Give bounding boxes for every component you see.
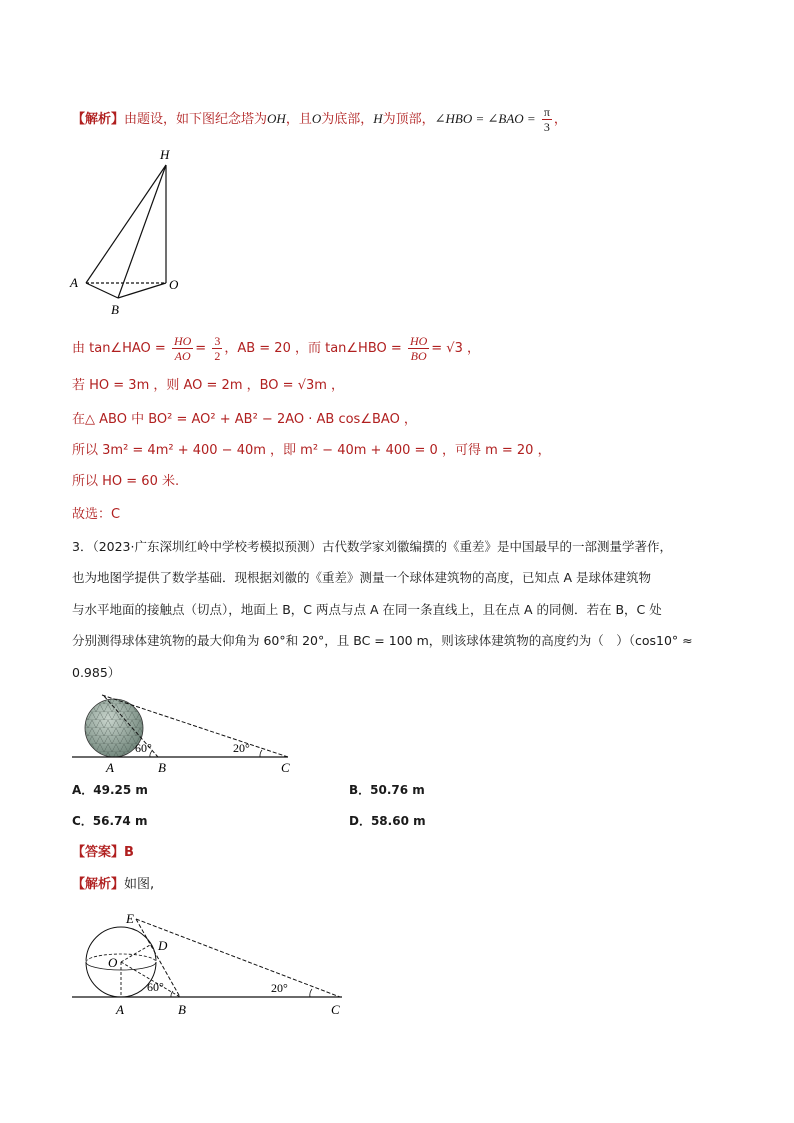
- solution-line-2: 若 HO = 3m ，则 AO = 2m ，BO = √3m ，: [72, 378, 345, 393]
- sphere-question-figure: [72, 688, 302, 778]
- point-O-label: O: [108, 955, 118, 970]
- pi-over-3: $\frac{\pi}{3}$: [543, 105, 550, 134]
- point-B-label: B: [158, 760, 166, 775]
- point-D-label: D: [158, 938, 168, 953]
- question-3-line-3: 与水平地面的接触点（切点），地面上 B，C 两点与点 A 在同一条直线上，且在点 A 的同侧．若在 B，C 处: [72, 602, 662, 617]
- point-A-label: A: [106, 760, 114, 775]
- point-E-label: E: [126, 911, 134, 926]
- question-3-line-4: 分别测得球体建筑物的最大仰角为 60°和 20°，且 BC = 100 m，则该球体建筑物的高度约为（ ）（cos10° ≈: [72, 633, 693, 648]
- option-C[interactable]: C．56.74 m: [72, 814, 148, 828]
- label-H: H: [160, 147, 170, 162]
- solution-line-1: 由 tan∠HAO = $\frac{HO}{AO}$ = $\frac{3}{2}$ ，AB = 20 ，而 tan∠HBO = $\frac{HO}{BO}$ = √3 ，: [72, 334, 480, 363]
- solution-line-3: 在△ ABO 中 BO² = AO² + AB² − 2AO · AB cos∠BAO ，: [72, 412, 417, 427]
- point-C-label: C: [331, 1002, 340, 1017]
- angle-60-label: 60°: [135, 741, 152, 755]
- solution-line-5: 所以 HO = 60 米.: [72, 474, 180, 489]
- angle-20-label: 20°: [271, 981, 288, 995]
- point-C-label: C: [281, 760, 290, 775]
- answer-line: 【答案】B: [72, 845, 134, 860]
- option-D[interactable]: D．58.60 m: [349, 814, 426, 828]
- tower-figure: [66, 143, 196, 318]
- label-O: O: [169, 277, 179, 292]
- solution-2-intro: 【解析】如图,: [72, 877, 155, 892]
- label-B: B: [111, 302, 119, 317]
- solution-line-4: 所以 3m² = 4m² + 400 − 40m ，即 m² − 40m + 400 = 0 ，可得 m = 20 ，: [72, 443, 551, 458]
- sphere-solution-figure: [72, 905, 352, 1020]
- option-A[interactable]: A．49.25 m: [72, 783, 148, 797]
- solution-intro: 【解析】由题设，如下图纪念塔为OH，且O为底部，H为顶部，∠HBO = ∠BAO = $\frac{\pi}{3}$ ，: [72, 105, 567, 134]
- question-3-line-1: 3．（2023·广东深圳红岭中学校考模拟预测）古代数学家刘徽编撰的《重差》是中国最早的一部测量学著作，: [72, 539, 672, 554]
- angle-60-label: 60°: [147, 980, 164, 994]
- option-B[interactable]: B．50.76 m: [349, 783, 425, 797]
- point-B-label: B: [178, 1002, 186, 1017]
- analysis-tag: 【解析】: [72, 112, 125, 127]
- angle-20-label: 20°: [233, 741, 250, 755]
- question-3-line-2: 也为地图学提供了数学基础．现根据刘徽的《重差》测量一个球体建筑物的高度，已知点 A 是球体建筑物: [72, 570, 651, 585]
- point-A-label: A: [116, 1002, 124, 1017]
- label-A: A: [70, 275, 78, 290]
- answer-choice-line: 故选：C: [72, 507, 121, 522]
- question-3-line-5: 0.985）: [72, 665, 121, 680]
